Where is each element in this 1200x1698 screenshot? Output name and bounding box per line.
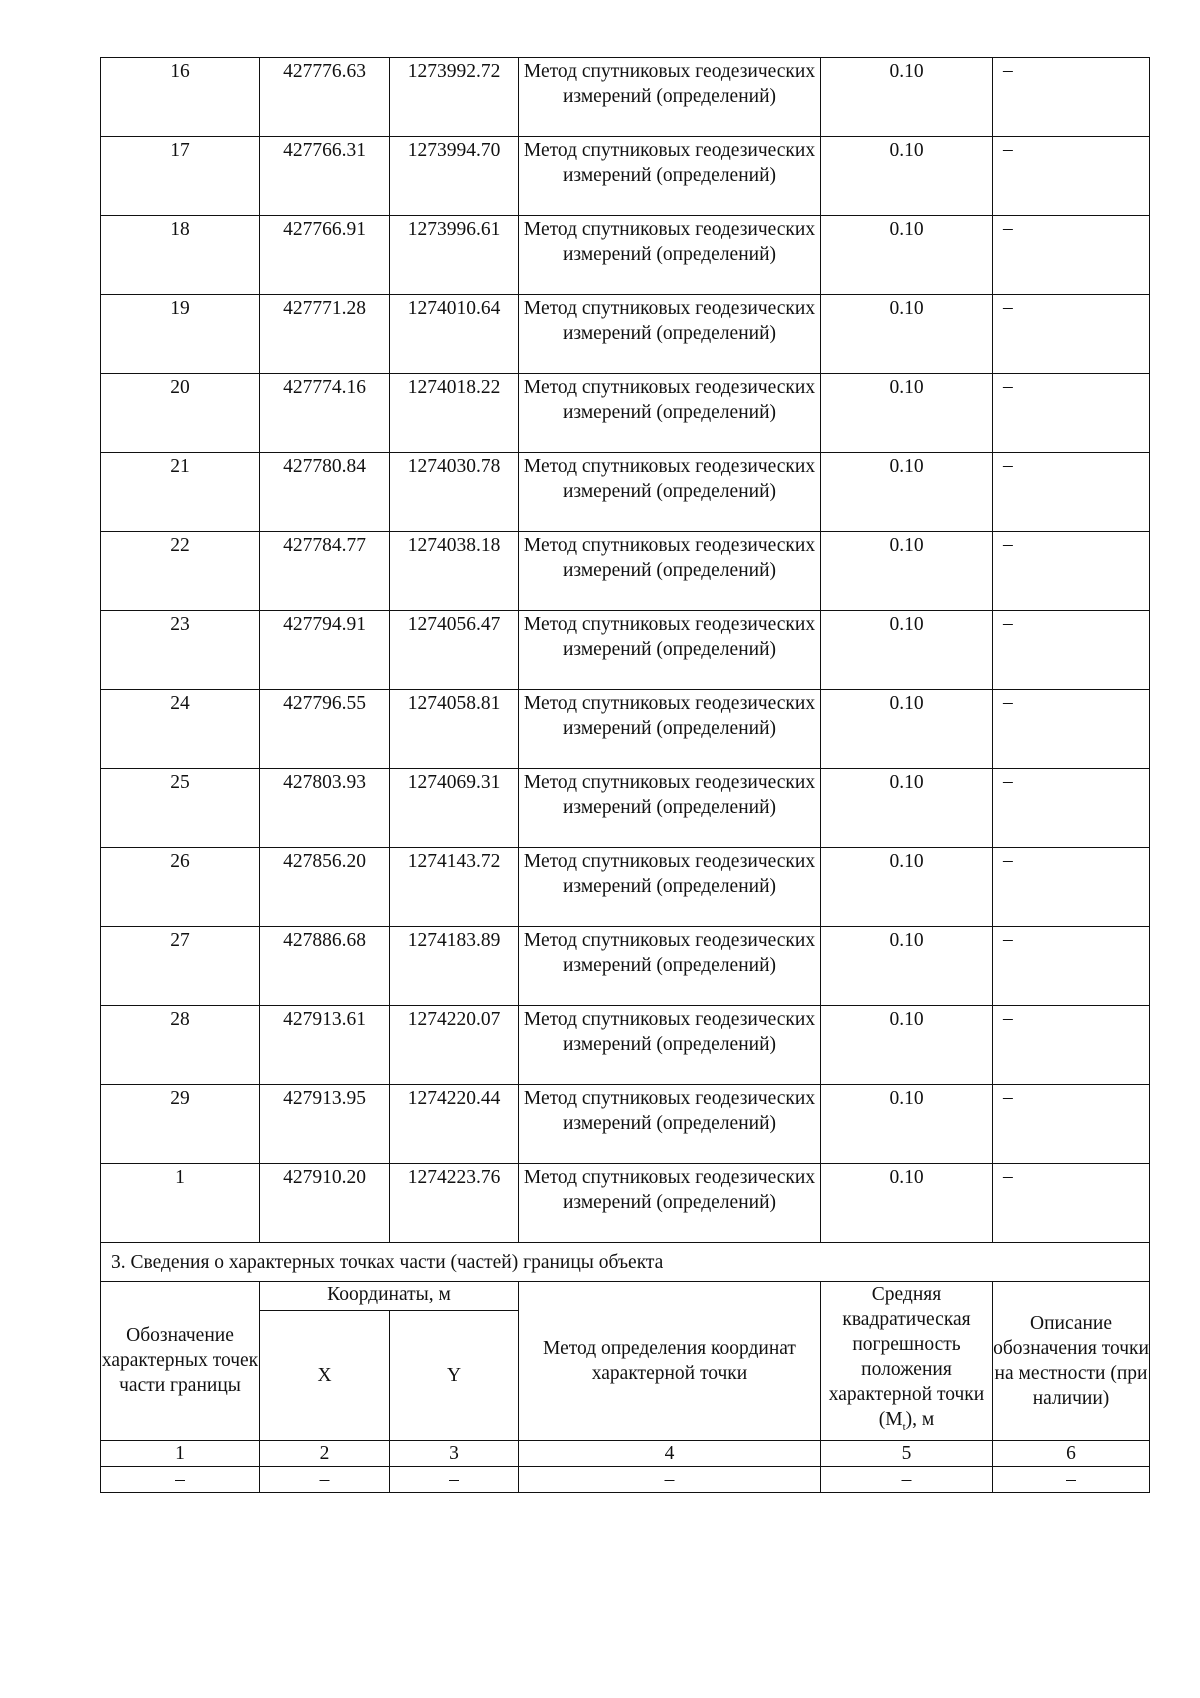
point-method: Метод спутниковых геодезических измерений (определений) (519, 848, 821, 927)
point-method: Метод спутниковых геодезических измерений (определений) (519, 927, 821, 1006)
point-x: 427913.95 (260, 1085, 390, 1164)
point-id: 29 (101, 1085, 260, 1164)
header-error-tail: ), м (905, 1409, 935, 1430)
point-y: 1274030.78 (390, 453, 519, 532)
point-method: Метод спутниковых геодезических измерений (определений) (519, 216, 821, 295)
point-description: – (993, 58, 1150, 137)
point-error: 0.10 (821, 295, 993, 374)
point-description: – (993, 1164, 1150, 1243)
point-x: 427856.20 (260, 848, 390, 927)
point-description: – (993, 769, 1150, 848)
point-error: 0.10 (821, 927, 993, 1006)
point-y: 1273994.70 (390, 137, 519, 216)
point-method: Метод спутниковых геодезических измерений (определений) (519, 453, 821, 532)
point-x: 427780.84 (260, 453, 390, 532)
table-row (101, 1164, 1150, 1243)
header-error-sub: t (902, 1420, 906, 1433)
point-method: Метод спутниковых геодезических измерений (определений) (519, 532, 821, 611)
point-x: 427796.55 (260, 690, 390, 769)
point-id: 18 (101, 216, 260, 295)
header-error-main: Средняя квадратическая погрешность положения характерной точки (M (828, 1284, 985, 1430)
column-number: 2 (260, 1440, 390, 1466)
point-description: – (993, 295, 1150, 374)
table-row (101, 374, 1150, 453)
table-row (101, 58, 1150, 137)
point-error: 0.10 (821, 611, 993, 690)
point-error: 0.10 (821, 769, 993, 848)
point-x: 427784.77 (260, 532, 390, 611)
table-row (101, 1085, 1150, 1164)
table-row (101, 532, 1150, 611)
header-x: X (260, 1310, 390, 1440)
point-y: 1274018.22 (390, 374, 519, 453)
point-y: 1274038.18 (390, 532, 519, 611)
point-id: 23 (101, 611, 260, 690)
point-description: – (993, 1085, 1150, 1164)
point-method: Метод спутниковых геодезических измерений (определений) (519, 690, 821, 769)
point-x: 427910.20 (260, 1164, 390, 1243)
point-error: 0.10 (821, 532, 993, 611)
table-row (101, 769, 1150, 848)
point-y: 1274220.07 (390, 1006, 519, 1085)
point-error: 0.10 (821, 216, 993, 295)
point-method: Метод спутниковых геодезических измерений (определений) (519, 374, 821, 453)
point-error: 0.10 (821, 1006, 993, 1085)
point-error: 0.10 (821, 58, 993, 137)
point-y: 1274069.31 (390, 769, 519, 848)
header-description: Описание обозначения точки на местности (при наличии) (993, 1282, 1150, 1441)
header-method: Метод определения координат характерной точки (519, 1282, 821, 1441)
point-description: – (993, 453, 1150, 532)
header-coordinates: Координаты, м (260, 1282, 519, 1311)
column-number: 1 (101, 1440, 260, 1466)
point-x: 427794.91 (260, 611, 390, 690)
point-id: 1 (101, 1164, 260, 1243)
empty-cell: – (101, 1466, 260, 1492)
point-x: 427913.61 (260, 1006, 390, 1085)
point-id: 25 (101, 769, 260, 848)
point-y: 1274056.47 (390, 611, 519, 690)
empty-cell: – (390, 1466, 519, 1492)
point-id: 16 (101, 58, 260, 137)
point-y: 1274183.89 (390, 927, 519, 1006)
point-description: – (993, 374, 1150, 453)
point-method: Метод спутниковых геодезических измерений (определений) (519, 611, 821, 690)
table-row (101, 927, 1150, 1006)
point-id: 27 (101, 927, 260, 1006)
point-x: 427803.93 (260, 769, 390, 848)
point-method: Метод спутниковых геодезических измерений (определений) (519, 1085, 821, 1164)
table-row (101, 216, 1150, 295)
header-error (821, 1282, 993, 1441)
point-error: 0.10 (821, 690, 993, 769)
point-description: – (993, 848, 1150, 927)
table-row (101, 137, 1150, 216)
point-method: Метод спутниковых геодезических измерений (определений) (519, 1164, 821, 1243)
table-row (101, 848, 1150, 927)
point-y: 1273992.72 (390, 58, 519, 137)
empty-cell: – (519, 1466, 821, 1492)
point-method: Метод спутниковых геодезических измерений (определений) (519, 137, 821, 216)
point-x: 427771.28 (260, 295, 390, 374)
point-y: 1274010.64 (390, 295, 519, 374)
point-id: 28 (101, 1006, 260, 1085)
table-row (101, 295, 1150, 374)
point-method: Метод спутниковых геодезических измерений (определений) (519, 295, 821, 374)
column-number: 3 (390, 1440, 519, 1466)
column-number: 4 (519, 1440, 821, 1466)
point-description: – (993, 690, 1150, 769)
point-description: – (993, 216, 1150, 295)
column-numbers-row (101, 1440, 1150, 1466)
point-id: 21 (101, 453, 260, 532)
point-y: 1274220.44 (390, 1085, 519, 1164)
empty-cell: – (821, 1466, 993, 1492)
point-description: – (993, 611, 1150, 690)
point-error: 0.10 (821, 453, 993, 532)
point-y: 1274143.72 (390, 848, 519, 927)
point-y: 1274058.81 (390, 690, 519, 769)
table-row (101, 690, 1150, 769)
point-method: Метод спутниковых геодезических измерений (определений) (519, 1006, 821, 1085)
section3-title: 3. Сведения о характерных точках части (частей) границы объекта (101, 1243, 1150, 1282)
table-row (101, 611, 1150, 690)
point-error: 0.10 (821, 374, 993, 453)
boundary-points-table (100, 57, 1150, 1493)
empty-cell: – (260, 1466, 390, 1492)
point-x: 427886.68 (260, 927, 390, 1006)
point-error: 0.10 (821, 1164, 993, 1243)
point-id: 24 (101, 690, 260, 769)
point-y: 1274223.76 (390, 1164, 519, 1243)
point-description: – (993, 1006, 1150, 1085)
point-id: 19 (101, 295, 260, 374)
point-id: 20 (101, 374, 260, 453)
point-x: 427766.31 (260, 137, 390, 216)
point-x: 427766.91 (260, 216, 390, 295)
empty-data-row (101, 1466, 1150, 1492)
point-description: – (993, 137, 1150, 216)
point-error: 0.10 (821, 848, 993, 927)
point-error: 0.10 (821, 137, 993, 216)
point-id: 22 (101, 532, 260, 611)
column-number: 6 (993, 1440, 1150, 1466)
header-y: Y (390, 1310, 519, 1440)
points-table-body (101, 58, 1150, 1243)
table-row (101, 453, 1150, 532)
section3-title-row (101, 1243, 1150, 1282)
column-number: 5 (821, 1440, 993, 1466)
header-designation: Обозначение характерных точек части границы (101, 1282, 260, 1441)
table-row (101, 1006, 1150, 1085)
section3-table-body (101, 1243, 1150, 1493)
point-description: – (993, 532, 1150, 611)
empty-cell: – (993, 1466, 1150, 1492)
point-error: 0.10 (821, 1085, 993, 1164)
point-x: 427774.16 (260, 374, 390, 453)
point-id: 26 (101, 848, 260, 927)
point-method: Метод спутниковых геодезических измерений (определений) (519, 58, 821, 137)
point-id: 17 (101, 137, 260, 216)
section3-header-row (101, 1282, 1150, 1311)
point-method: Метод спутниковых геодезических измерений (определений) (519, 769, 821, 848)
point-description: – (993, 927, 1150, 1006)
point-x: 427776.63 (260, 58, 390, 137)
point-y: 1273996.61 (390, 216, 519, 295)
